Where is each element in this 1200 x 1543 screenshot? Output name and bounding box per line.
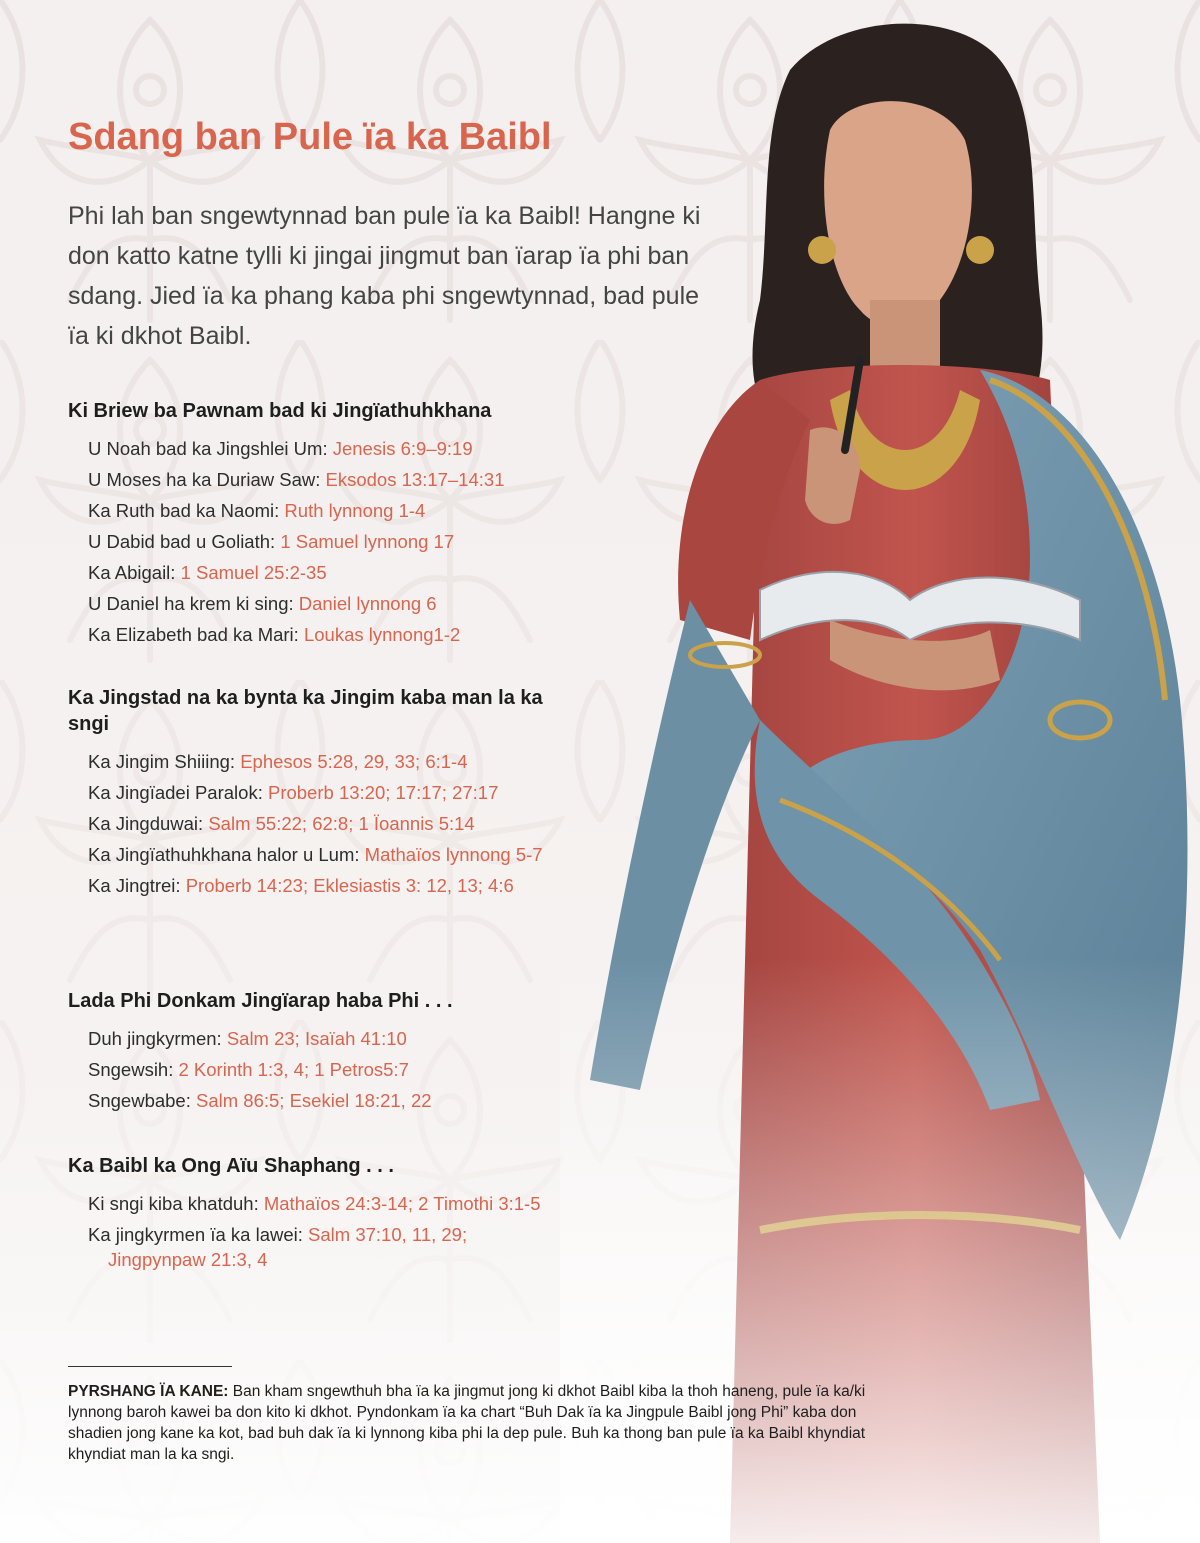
reading-list bbox=[68, 1191, 568, 1272]
list-item bbox=[88, 560, 568, 585]
list-item bbox=[88, 498, 568, 523]
list-item bbox=[88, 1026, 568, 1051]
item-label: Ka Jingduwai: bbox=[88, 813, 204, 834]
section-daily-wisdom bbox=[68, 685, 548, 904]
scripture-reference: Mathaïos lynnong 5-7 bbox=[364, 844, 543, 865]
scripture-reference: Salm 55:22; 62:8; 1 Ïoannis 5:14 bbox=[208, 813, 475, 834]
list-item bbox=[88, 1191, 568, 1216]
item-label: U Daniel ha krem ki sing: bbox=[88, 593, 294, 614]
scripture-reference: 2 Korinth 1:3, 4; 1 Petros5:7 bbox=[178, 1059, 409, 1080]
list-item bbox=[88, 749, 548, 774]
item-label: Duh jingkyrmen: bbox=[88, 1028, 222, 1049]
list-item bbox=[88, 1222, 568, 1272]
scripture-reference: Salm 86:5; Esekiel 18:21, 22 bbox=[196, 1090, 432, 1111]
item-label: U Moses ha ka Duriaw Saw: bbox=[88, 469, 321, 490]
scripture-reference: 1 Samuel 25:2-35 bbox=[180, 562, 327, 583]
section-famous-people bbox=[68, 398, 568, 653]
scripture-reference: 1 Samuel lynnong 17 bbox=[280, 531, 455, 552]
section-heading: Ki Briew ba Pawnam bad ki Jingïathuhkhana bbox=[68, 400, 492, 422]
list-item bbox=[88, 622, 568, 647]
reading-list bbox=[68, 1026, 568, 1113]
intro-paragraph: Phi lah ban sngewtynnad ban pule ïa ka Baibl! Hangne ki don katto katne tylli ki jingai jingmut ban ïarap ïa phi ban sdang. Jied ïa ka phang kaba phi sngewtynnad, bad pule ïa ki dkhot Baibl. bbox=[68, 202, 701, 350]
scripture-reference: Salm 23; Isaïah 41:10 bbox=[226, 1028, 407, 1049]
item-label: Ka Jingim Shiiing: bbox=[88, 751, 236, 772]
scripture-reference: Loukas lynnong1-2 bbox=[303, 624, 461, 645]
scripture-reference: Jenesis 6:9–9:19 bbox=[332, 438, 473, 459]
list-item bbox=[88, 529, 568, 554]
list-item bbox=[88, 436, 568, 461]
scripture-reference: Ruth lynnong 1-4 bbox=[284, 500, 426, 521]
list-item bbox=[88, 873, 548, 898]
item-label: Ka Jingïathuhkhana halor u Lum: bbox=[88, 844, 360, 865]
footnote bbox=[68, 1381, 868, 1465]
list-item bbox=[88, 811, 548, 836]
footnote-text: Ban kham sngewthuh bha ïa ka jingmut jong ki dkhot Baibl kiba la thoh haneng, pule ïa ka/ki lynnong baroh kawei ba don kito ki dkhot. Pyndonkam ïa ka chart “Buh Dak ïa ka Jingpule Baibl jong Phi” kaba don shadien jong kane ka kot, bad buh dak ïa ki lynnong kiba phi la dep pule. Buh ka thong ban pule ïa ka Baibl khyndiat khyndiat man la ka sngi. bbox=[68, 1383, 866, 1463]
item-label: Ka Jingtrei: bbox=[88, 875, 181, 896]
footnote-divider bbox=[68, 1366, 232, 1367]
scripture-reference: Ephesos 5:28, 29, 33; 6:1-4 bbox=[240, 751, 468, 772]
scripture-reference: Mathaïos 24:3-14; 2 Timothi 3:1-5 bbox=[263, 1193, 541, 1214]
scripture-reference: Salm 37:10, 11, 29; Jingpynpaw 21:3, 4 bbox=[108, 1224, 468, 1270]
scripture-reference: Eksodos 13:17–14:31 bbox=[325, 469, 505, 490]
item-label: Sngewbabe: bbox=[88, 1090, 191, 1111]
item-label: Ka jingkyrmen ïa ka lawei: bbox=[88, 1224, 303, 1245]
list-item bbox=[88, 467, 568, 492]
scripture-reference: Proberb 13:20; 17:17; 27:17 bbox=[267, 782, 499, 803]
list-item bbox=[88, 591, 568, 616]
section-need-help bbox=[68, 988, 568, 1119]
list-item bbox=[88, 842, 548, 867]
item-label: Ki sngi kiba khatduh: bbox=[88, 1193, 259, 1214]
item-label: Ka Jingïadei Paralok: bbox=[88, 782, 263, 803]
item-label: U Dabid bad u Goliath: bbox=[88, 531, 276, 552]
scripture-reference: Proberb 14:23; Eklesiastis 3: 12, 13; 4:6 bbox=[185, 875, 514, 896]
footnote-label: PYRSHANG ÏA KANE: bbox=[68, 1383, 229, 1400]
item-label: Ka Abigail: bbox=[88, 562, 176, 583]
item-label: Sngewsih: bbox=[88, 1059, 174, 1080]
section-heading: Ka Jingstad na ka bynta ka Jingim kaba man la ka sngi bbox=[68, 687, 543, 735]
list-item bbox=[88, 780, 548, 805]
reading-list bbox=[68, 749, 548, 898]
scripture-reference: Daniel lynnong 6 bbox=[298, 593, 437, 614]
section-bible-says bbox=[68, 1153, 568, 1278]
list-item bbox=[88, 1057, 568, 1082]
item-label: Ka Ruth bad ka Naomi: bbox=[88, 500, 280, 521]
list-item bbox=[88, 1088, 568, 1113]
item-label: Ka Elizabeth bad ka Mari: bbox=[88, 624, 299, 645]
reading-list bbox=[68, 436, 568, 647]
section-heading: Lada Phi Donkam Jingïarap haba Phi . . . bbox=[68, 990, 453, 1012]
page-title: Sdang ban Pule ïa ka Baibl bbox=[68, 116, 552, 158]
item-label: U Noah bad ka Jingshlei Um: bbox=[88, 438, 328, 459]
section-heading: Ka Baibl ka Ong Aïu Shaphang . . . bbox=[68, 1155, 394, 1177]
